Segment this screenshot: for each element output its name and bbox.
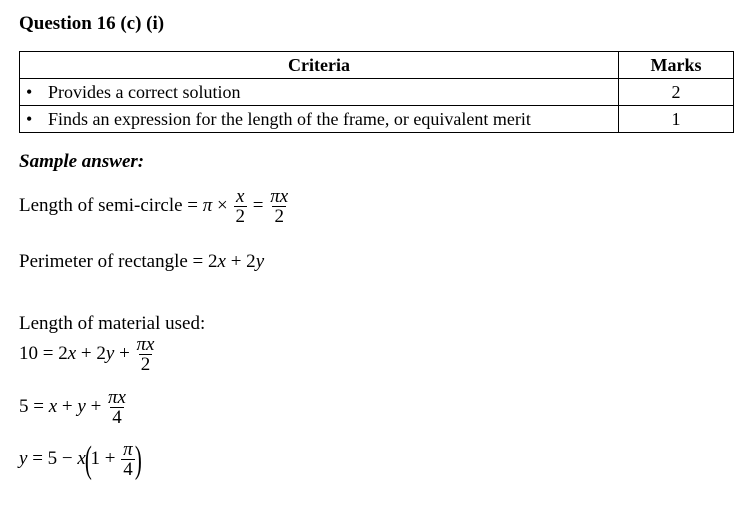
- material-equation-3: y = 5 − x(1 + $\frac{\pi}{4}$ ): [19, 438, 142, 481]
- table-row: [20, 106, 734, 133]
- semicircle-equation: Length of semi-circle = π × $\frac{x}{2}$ = $\frac{\pi x}{2}$: [19, 186, 289, 227]
- marks-header: Marks: [619, 52, 734, 79]
- material-equation-1: 10 = 2x + 2y + $\frac{\pi x}{2}$: [19, 334, 155, 375]
- bullet: •: [26, 81, 33, 102]
- criteria-text: Provides a correct solution: [48, 81, 241, 102]
- criteria-cell: [20, 79, 619, 106]
- fraction: $\frac{\pi x}{2}$: [270, 186, 289, 227]
- material-label: Length of material used:: [19, 313, 206, 334]
- table-header-row: [20, 52, 734, 79]
- table-row: [20, 79, 734, 106]
- perimeter-equation: Perimeter of rectangle = 2x + 2y: [19, 251, 265, 272]
- criteria-cell: [20, 106, 619, 133]
- marks-cell: 1: [619, 106, 734, 133]
- question-heading: Question 16 (c) (i): [19, 13, 165, 34]
- fraction: $\frac{x}{2}$: [235, 186, 246, 227]
- material-equation-2: 5 = x + y + $\frac{\pi x}{4}$: [19, 387, 126, 428]
- bullet: •: [26, 108, 33, 129]
- sample-answer-label: Sample answer:: [19, 151, 145, 172]
- fraction: $\frac{\pi x}{4}$: [108, 387, 126, 428]
- fraction: $\frac{\pi x}{2}$: [136, 334, 155, 375]
- marks-cell: 2: [619, 79, 734, 106]
- criteria-header: Criteria: [20, 52, 619, 79]
- criteria-text: Finds an expression for the length of the frame, or equivalent merit: [48, 108, 531, 129]
- fraction: $\frac{\pi}{4}$: [123, 439, 133, 480]
- marking-criteria-table: [19, 51, 734, 133]
